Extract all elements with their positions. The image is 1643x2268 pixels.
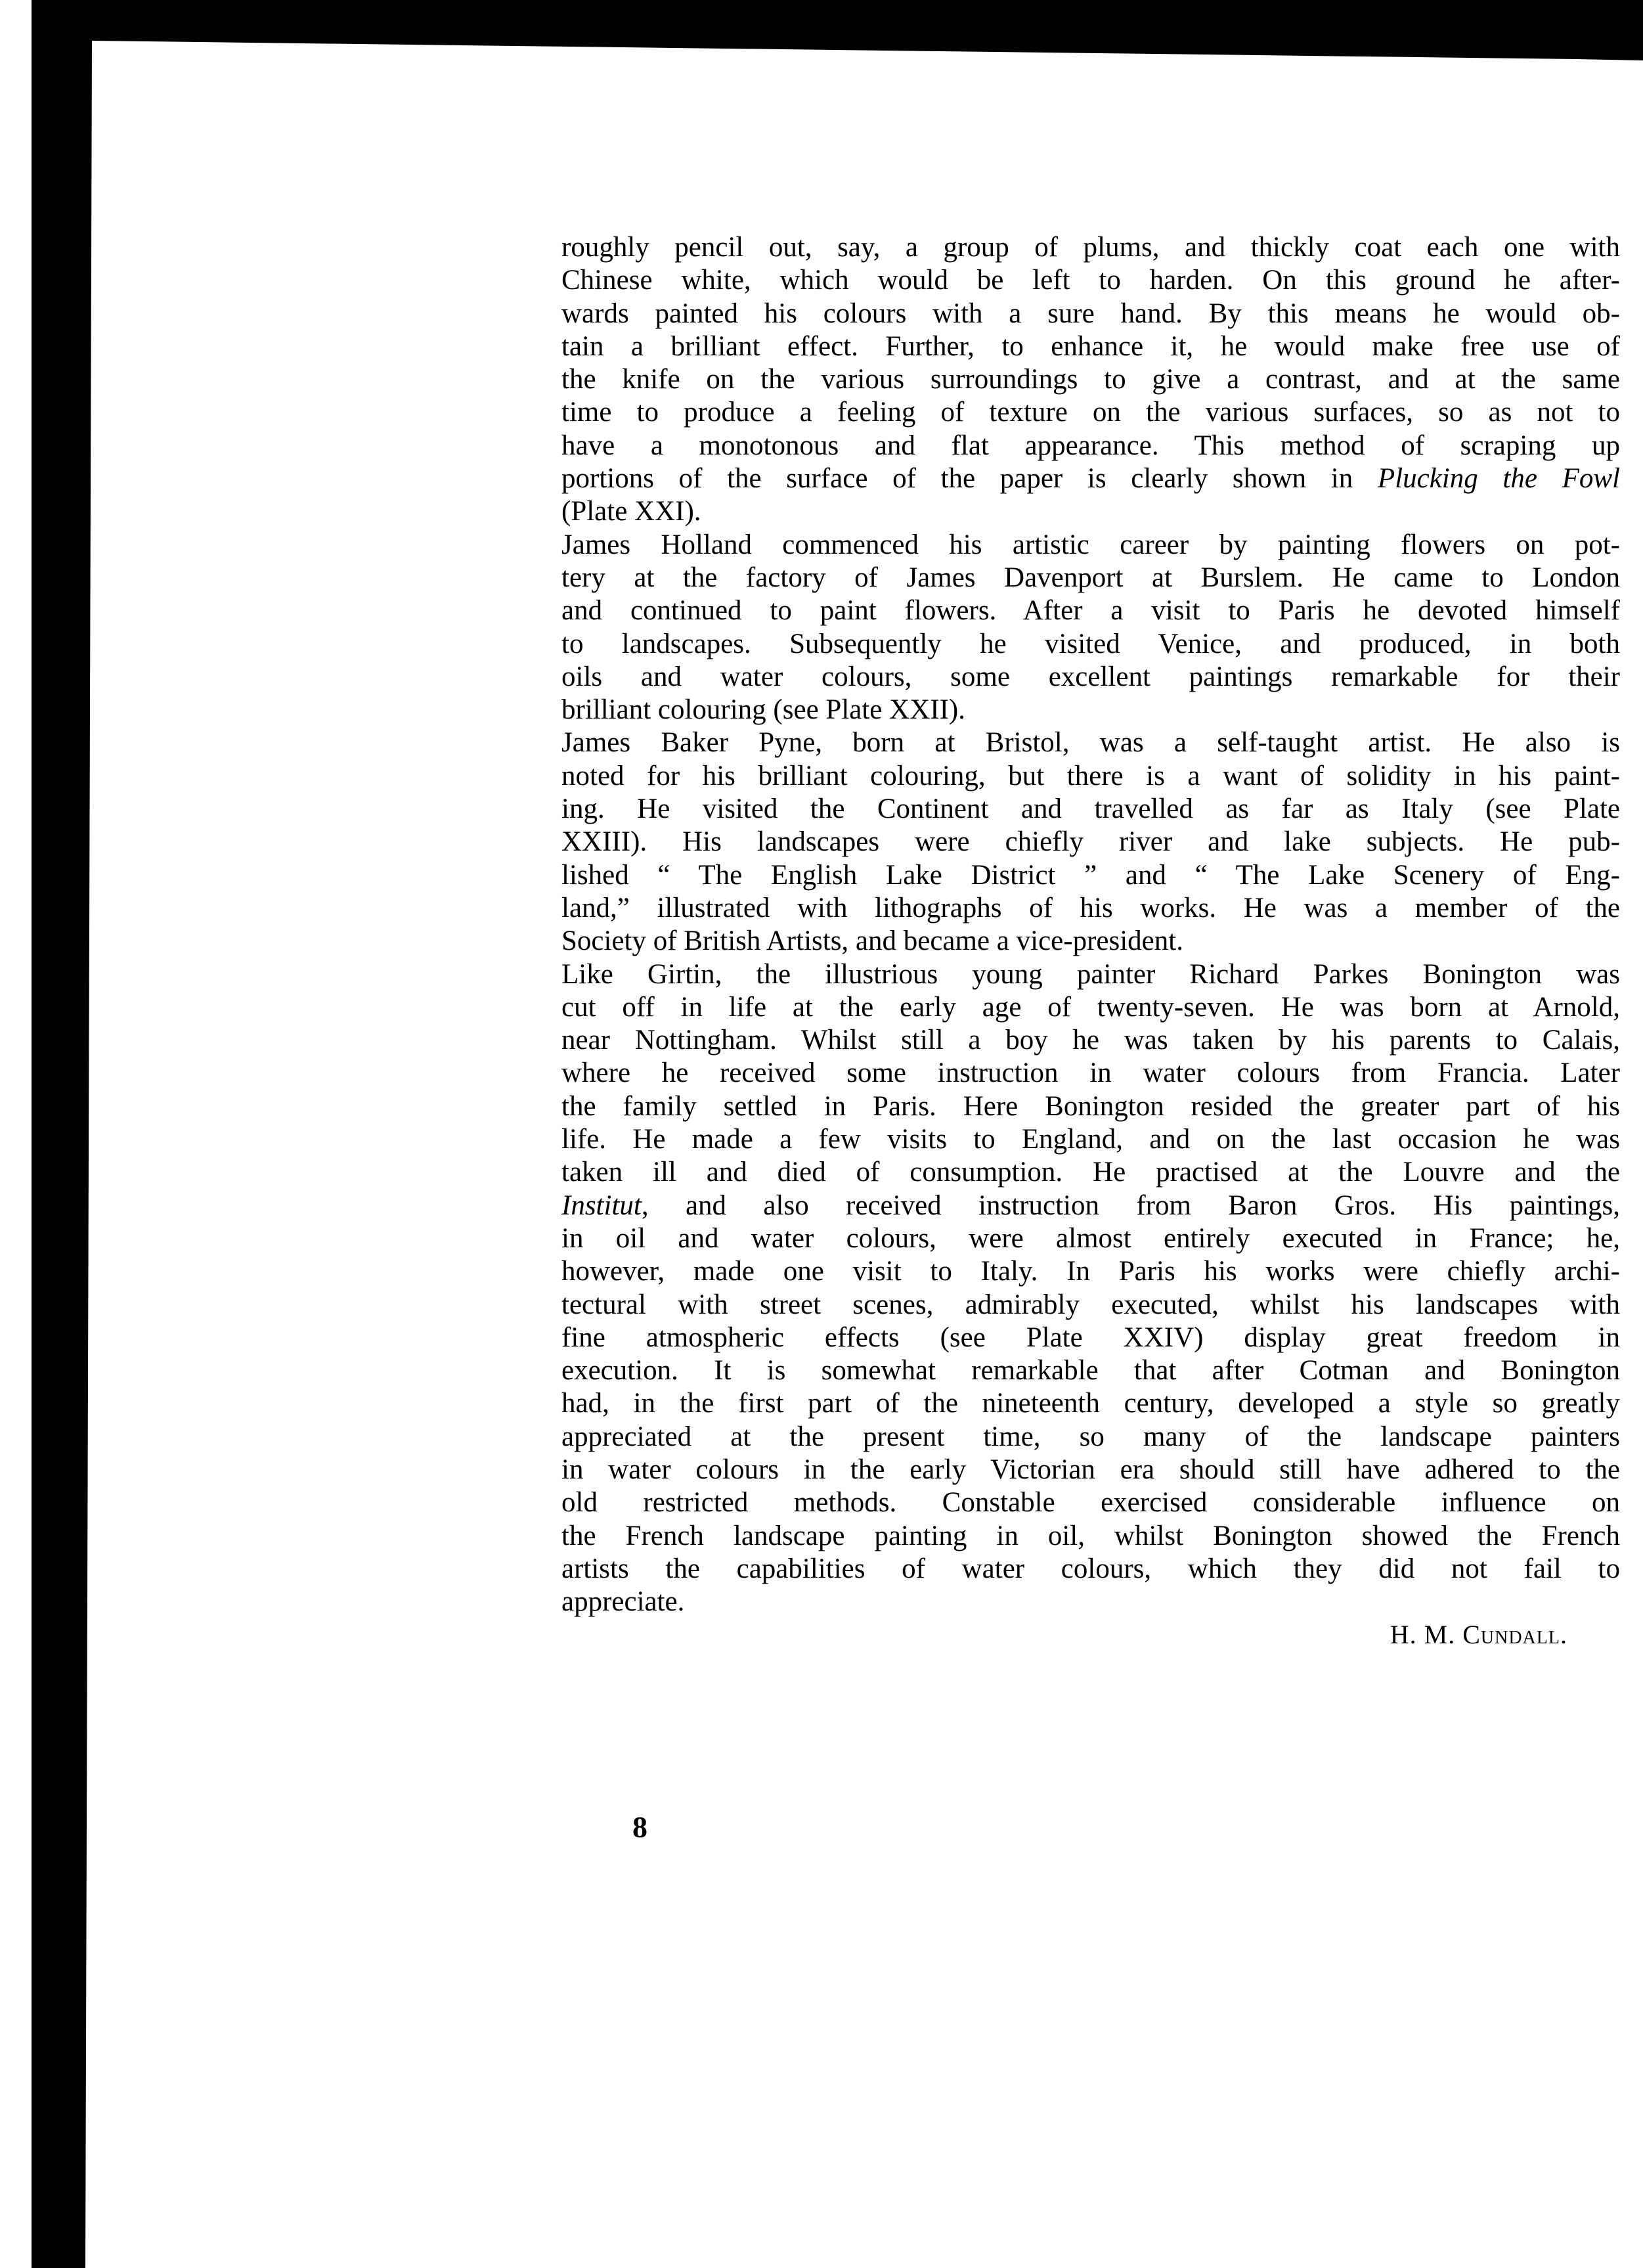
text-line: artists the capabilities of water colours, which they did not fail to <box>561 1553 1620 1584</box>
text-line: brilliant colouring (see Plate XXII). <box>561 694 965 726</box>
page-number: 8 <box>632 1810 647 1844</box>
text-line: cut off in life at the early age of twenty-seven. He was born at Arnold, <box>561 991 1620 1023</box>
text-line: roughly pencil out, say, a group of plums, and thickly coat each one with <box>561 232 1620 263</box>
text-line: however, made one visit to Italy. In Paris his works were chiefly archi- <box>561 1256 1620 1287</box>
paragraph <box>561 958 1620 1619</box>
text-line: in water colours in the early Victorian era should still have adhered to the <box>561 1454 1620 1485</box>
paragraph <box>561 231 1620 529</box>
author-signature: H. M. Cundall. <box>1390 1620 1567 1649</box>
text-line: had, in the first part of the nineteenth century, developed a style so greatly <box>561 1388 1620 1419</box>
text-line: tectural with street scenes, admirably executed, whilst his landscapes with <box>561 1289 1620 1320</box>
text-line: appreciated at the present time, so many of the landscape painters <box>561 1421 1620 1452</box>
text-line: wards painted his colours with a sure hand. By this means he would ob- <box>561 298 1620 329</box>
text-line: and continued to paint flowers. After a visit to Paris he devoted himself <box>561 595 1620 627</box>
text-line: the family settled in Paris. Here Bonington resided the greater part of his <box>561 1090 1620 1122</box>
text-line: appreciate. <box>561 1586 685 1618</box>
text-line: old restricted methods. Constable exercised considerable influence on <box>561 1487 1620 1519</box>
text-line: tery at the factory of James Davenport at Burslem. He came to London <box>561 562 1620 593</box>
text-line: Chinese white, which would be left to harden. On this ground he after- <box>561 265 1620 296</box>
text-line: have a monotonous and flat appearance. This method of scraping up <box>561 430 1620 461</box>
paragraph <box>561 529 1620 727</box>
text-line: Institut, and also received instruction from Baron Gros. His paintings, <box>561 1190 1620 1221</box>
paragraph <box>561 726 1620 958</box>
text-line: ing. He visited the Continent and travelled as far as Italy (see Plate <box>561 793 1620 825</box>
text-line: time to produce a feeling of texture on the various surfaces, so as not to <box>561 397 1620 428</box>
text-line: the knife on the various surroundings to give a contrast, and at the same <box>561 364 1620 395</box>
text-line: to landscapes. Subsequently he visited Venice, and produced, in both <box>561 628 1620 659</box>
text-line: life. He made a few visits to England, and on the last occasion he was <box>561 1124 1620 1155</box>
text-line: where he received some instruction in water colours from Francia. Later <box>561 1057 1620 1089</box>
text-line: noted for his brilliant colouring, but there is a want of solidity in his paint- <box>561 760 1620 791</box>
text-line: Society of British Artists, and became a vice-president. <box>561 925 1183 957</box>
text-line: execution. It is somewhat remarkable that after Cotman and Bonington <box>561 1355 1620 1387</box>
text-line: in oil and water colours, were almost entirely executed in France; he, <box>561 1222 1620 1254</box>
text-line: oils and water colours, some excellent paintings remarkable for their <box>561 661 1620 692</box>
text-line: land,” illustrated with lithographs of his works. He was a member of the <box>561 892 1620 923</box>
text-line: (Plate XXI). <box>561 496 701 527</box>
text-line: Like Girtin, the illustrious young painter Richard Parkes Bonington was <box>561 958 1620 990</box>
text-line: portions of the surface of the paper is clearly shown in Plucking the Fowl <box>561 463 1620 495</box>
text-line: the French landscape painting in oil, whilst Bonington showed the French <box>561 1520 1620 1551</box>
text-line: James Holland commenced his artistic career by painting flowers on pot- <box>561 529 1620 560</box>
text-line: taken ill and died of consumption. He practised at the Louvre and the <box>561 1157 1620 1188</box>
text-line: lished “ The English Lake District ” and “ The Lake Scenery of Eng- <box>561 859 1620 891</box>
text-line: near Nottingham. Whilst still a boy he was taken by his parents to Calais, <box>561 1025 1620 1056</box>
text-line: fine atmospheric effects (see Plate XXIV) display great freedom in <box>561 1322 1620 1353</box>
text-line: tain a brilliant effect. Further, to enhance it, he would make free use of <box>561 330 1620 362</box>
text-line: James Baker Pyne, born at Bristol, was a self-taught artist. He also is <box>561 727 1620 759</box>
text-line: XXIII). His landscapes were chiefly river and lake subjects. He pub- <box>561 826 1620 858</box>
body-text <box>561 231 1620 1618</box>
